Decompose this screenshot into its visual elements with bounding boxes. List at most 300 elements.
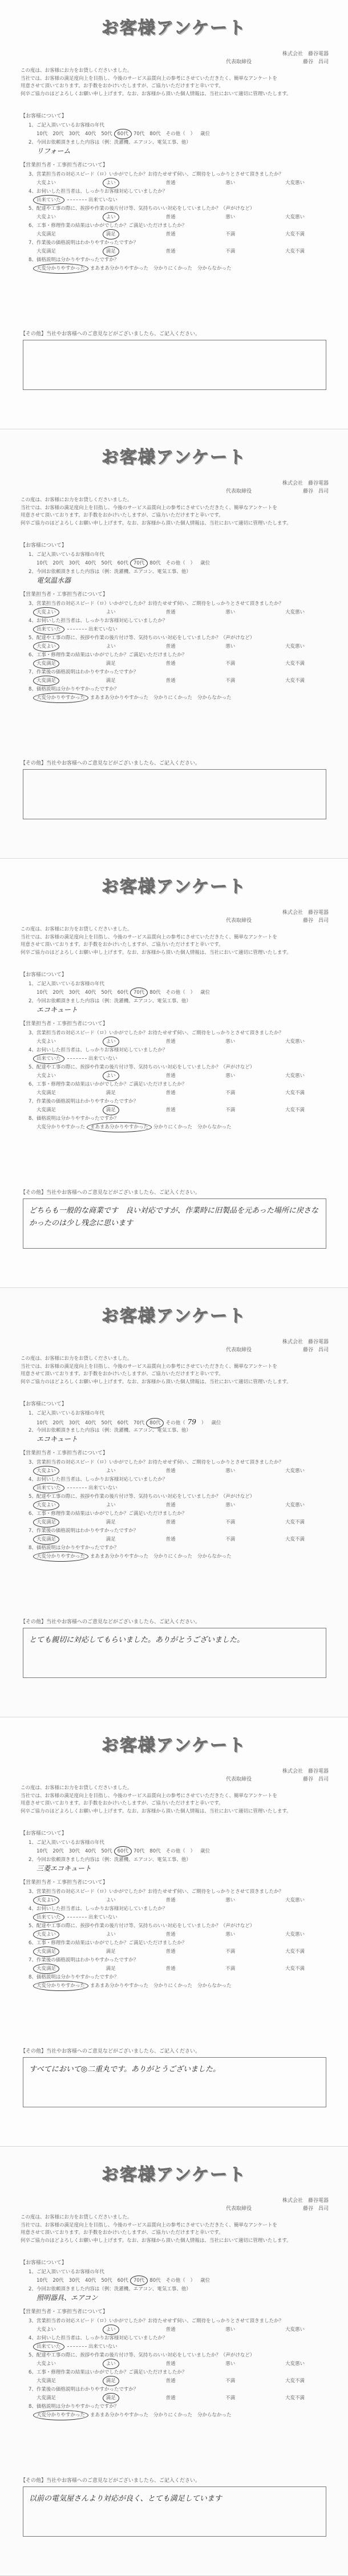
q6-option[interactable]: 大変不満 bbox=[285, 231, 305, 237]
customer-section bbox=[21, 1400, 329, 1444]
q8-option[interactable]: 分かりにくかった bbox=[153, 1124, 193, 1130]
age-option[interactable]: ） bbox=[190, 131, 196, 137]
q3-option[interactable]: 大変よい bbox=[37, 1467, 56, 1476]
q7-option[interactable]: 普通 bbox=[165, 1537, 176, 1542]
age-option[interactable]: 70代 bbox=[133, 131, 145, 137]
age-option[interactable]: ） bbox=[190, 560, 196, 566]
age-option[interactable]: 10代 bbox=[37, 990, 48, 996]
greeting-line: 何卒ご協力のほどよろしくお願い申し上げます。なお、お客様から頂いた個人情報は、当社において適切に管理いたします。 bbox=[21, 91, 292, 97]
q6-option[interactable]: 不満 bbox=[225, 661, 236, 667]
q5-option[interactable]: 大変よい bbox=[37, 1931, 56, 1939]
q3-option[interactable]: 普通 bbox=[165, 1039, 176, 1045]
q3-option[interactable]: 大変よい bbox=[37, 608, 56, 617]
comment-box[interactable] bbox=[23, 1628, 326, 1678]
q5-option[interactable]: 大変悪い bbox=[285, 2361, 305, 2367]
q3-option[interactable]: 大変悪い bbox=[285, 1898, 305, 1903]
comment-heading: 【その他】当社やお客様へのご意見などがございましたら、ご記入ください。 bbox=[21, 761, 201, 766]
q5-scale bbox=[21, 643, 305, 651]
q4-options bbox=[21, 1913, 329, 1922]
q3-option[interactable]: 大変よい bbox=[37, 1896, 56, 1905]
q5-option[interactable]: 大変悪い bbox=[285, 644, 305, 649]
q5-option[interactable]: 悪い bbox=[225, 644, 236, 649]
q8-option[interactable]: まあまあ分かりやすかった bbox=[90, 266, 149, 271]
comment-text: すべてにおいて◎二重丸です。ありがとうございました。 bbox=[29, 2065, 221, 2074]
section-heading: 【お客様について】 bbox=[21, 113, 67, 119]
section-heading: 【営業担当者・工事担当者について】 bbox=[21, 1450, 108, 1456]
question-4: 4、お伺いした担当者は、しっかりお客様対応していましたか？ bbox=[29, 189, 168, 194]
q6-option[interactable]: 普通 bbox=[165, 661, 176, 667]
age-option[interactable]: その他（ bbox=[165, 2278, 185, 2284]
answer-circle bbox=[33, 2410, 88, 2420]
q2-answer[interactable]: 電気温水器 bbox=[37, 576, 71, 584]
q8-option[interactable]: 分かりにくかった bbox=[153, 2412, 193, 2418]
q3-option[interactable]: 大変悪い bbox=[285, 1468, 305, 1474]
q8-option[interactable]: 分かりにくかった bbox=[153, 695, 193, 701]
q6-option[interactable]: 大変満足 bbox=[37, 1518, 56, 1527]
q4-option[interactable]: 出来ていた bbox=[37, 625, 61, 634]
q7-option[interactable]: 大変不満 bbox=[285, 249, 305, 254]
q5-option[interactable]: 悪い bbox=[225, 2361, 236, 2367]
representative-label: 代表取締役 bbox=[226, 59, 252, 65]
representative-name: 藤谷 昌司 bbox=[302, 59, 329, 65]
q5-option[interactable]: 大変よい bbox=[37, 643, 56, 651]
age-option[interactable]: 70代 bbox=[133, 1420, 145, 1426]
q3-option[interactable]: よい bbox=[106, 2326, 116, 2334]
survey-title: お客様アンケート bbox=[101, 877, 247, 897]
q3-option[interactable]: 大変よい bbox=[37, 1039, 56, 1045]
q5-option[interactable]: 大変よい bbox=[37, 1073, 56, 1079]
answer-circle bbox=[33, 1981, 88, 1991]
q3-option[interactable]: 大変よい bbox=[37, 2327, 56, 2333]
q2-answer-line bbox=[21, 576, 329, 585]
age-option[interactable]: 50代 bbox=[101, 131, 112, 137]
comment-text: とても親切に対応してもらいました。ありがとうございました。 bbox=[29, 1636, 245, 1644]
age-option[interactable]: 50代 bbox=[101, 1848, 112, 1854]
q5-option[interactable]: 大変悪い bbox=[285, 1932, 305, 1937]
q6-option[interactable]: 大変不満 bbox=[285, 1949, 305, 1955]
company-name: 株式会社 藤谷電器 bbox=[282, 481, 329, 486]
q6-option[interactable]: 満足 bbox=[106, 230, 116, 239]
service-section bbox=[21, 1019, 329, 1132]
question-8: 8、価格説明は分かりやすかったですか？ bbox=[29, 1545, 119, 1551]
q8-option[interactable]: 分からなかった bbox=[197, 2412, 232, 2418]
q4-option[interactable]: 出来ていた bbox=[37, 1913, 61, 1922]
q5-option[interactable]: よい bbox=[106, 1072, 116, 1080]
q4-option[interactable]: 出来ていない bbox=[88, 627, 118, 632]
age-option[interactable]: 70代 bbox=[133, 989, 144, 997]
q5-option[interactable]: 大変よい bbox=[37, 1501, 56, 1510]
q7-option[interactable]: 不満 bbox=[225, 678, 236, 684]
q7-option[interactable]: 大変満足 bbox=[37, 1965, 56, 1973]
q7-option[interactable]: 大変不満 bbox=[285, 2395, 305, 2401]
age-option[interactable]: ） bbox=[190, 1848, 196, 1854]
q8-option[interactable]: 分からなかった bbox=[197, 1124, 232, 1130]
q6-option[interactable]: 大変満足 bbox=[37, 660, 56, 668]
question-1: 1、ご記入頂いているお客様の年代 bbox=[29, 1411, 104, 1416]
answer-circle bbox=[33, 1964, 59, 1974]
q7-option[interactable]: 大変不満 bbox=[285, 1966, 305, 1972]
q3-option[interactable]: 大変悪い bbox=[285, 180, 305, 186]
q7-option[interactable]: 大変満足 bbox=[37, 677, 56, 685]
q4-option[interactable]: 出来ていた bbox=[37, 1484, 61, 1493]
q2-answer[interactable]: リフォーム bbox=[37, 147, 71, 155]
q5-option[interactable]: よい bbox=[106, 213, 116, 222]
q3-option[interactable]: よい bbox=[106, 610, 116, 615]
age-option[interactable]: 20代 bbox=[52, 1420, 64, 1426]
q5-option[interactable]: 普通 bbox=[165, 1073, 176, 1079]
q8-option[interactable]: まあまあ分かりやすかった bbox=[90, 1123, 148, 1132]
q8-option[interactable]: まあまあ分かりやすかった bbox=[90, 1554, 149, 1559]
q6-option[interactable]: 大変不満 bbox=[285, 1519, 305, 1525]
q8-option[interactable]: まあまあ分かりやすかった bbox=[90, 695, 149, 701]
q3-option[interactable]: 大変よい bbox=[37, 180, 56, 186]
question-4: 4、お伺いした担当者は、しっかりお客様対応していましたか？ bbox=[29, 1906, 168, 1912]
age-option[interactable]: 50代 bbox=[101, 2278, 112, 2284]
age-option[interactable]: 20代 bbox=[52, 990, 64, 996]
q3-option[interactable]: 普通 bbox=[165, 1898, 176, 1903]
question-7: 7、作業後の価格説明はわかりやすかったですか？ bbox=[29, 669, 139, 675]
comment-box[interactable] bbox=[23, 2057, 326, 2107]
q4-option[interactable]: 出来ていた bbox=[37, 1055, 61, 1063]
age-option[interactable]: 30代 bbox=[68, 990, 80, 996]
q7-option[interactable]: 満足 bbox=[106, 1537, 116, 1542]
greeting-line: この度は、お客様にお力をお貸しくださいました。 bbox=[21, 1785, 132, 1791]
age-option[interactable]: 30代 bbox=[68, 1420, 80, 1426]
q3-option[interactable]: 普通 bbox=[165, 610, 176, 615]
comment-heading: 【その他】当社やお客様へのご意見などがございましたら、ご記入ください。 bbox=[21, 2478, 201, 2484]
q8-option[interactable]: 分かりにくかった bbox=[153, 266, 193, 271]
customer-section bbox=[21, 1829, 329, 1873]
age-option[interactable]: 40代 bbox=[84, 131, 96, 137]
question-5: 5、配達や工事の際に、挨拶や作業の後片付け等、気持ちのいい対応をしていましたか？（声がけなど） bbox=[29, 1494, 255, 1500]
q4-option[interactable]: 出来ていない bbox=[88, 1485, 118, 1491]
q7-option[interactable]: 普通 bbox=[165, 249, 176, 254]
question-7: 7、作業後の価格説明はわかりやすかったですか？ bbox=[29, 2387, 139, 2392]
q3-option[interactable]: よい bbox=[106, 179, 116, 188]
q6-option[interactable]: 満足 bbox=[106, 1090, 116, 1096]
q6-option[interactable]: 満足 bbox=[106, 1949, 116, 1955]
q7-option[interactable]: 満足 bbox=[106, 678, 116, 684]
comment-box[interactable] bbox=[23, 340, 326, 390]
q4-options bbox=[21, 2343, 329, 2351]
age-option[interactable]: 歳位 bbox=[200, 990, 211, 996]
age-option[interactable]: その他（ 79 bbox=[165, 1418, 196, 1426]
answer-circle bbox=[33, 195, 64, 205]
q7-option[interactable]: 満足 bbox=[106, 1106, 116, 1115]
greeting-line: 用意させて頂いております。お手数をおかけいたしますが、ご協力いただけますと幸いです。 bbox=[21, 942, 224, 948]
representative-name: 藤谷 昌司 bbox=[302, 1777, 329, 1782]
section-heading: 【お客様について】 bbox=[21, 1831, 67, 1836]
q7-option[interactable]: 不満 bbox=[225, 2395, 236, 2401]
q6-option[interactable]: 大変不満 bbox=[285, 661, 305, 667]
q5-option[interactable]: 大変よい bbox=[37, 2361, 56, 2367]
q6-option[interactable]: 不満 bbox=[225, 1949, 236, 1955]
q3-option[interactable]: 悪い bbox=[225, 610, 236, 615]
comment-heading: 【その他】当社やお客様へのご意見などがございましたら、ご記入ください。 bbox=[21, 1619, 201, 1625]
age-option[interactable]: 60代 bbox=[117, 2278, 128, 2284]
question-6: 6、工事・修理作業の結果はいかがでしたか？ご満足いただけましたか？ bbox=[29, 1511, 187, 1517]
q8-option[interactable]: 分からなかった bbox=[197, 1983, 232, 1989]
age-option[interactable]: 30代 bbox=[68, 1848, 80, 1854]
age-option[interactable]: 70代 bbox=[133, 1848, 145, 1854]
q6-option[interactable]: 普通 bbox=[165, 1519, 176, 1525]
q5-option[interactable]: よい bbox=[106, 1932, 116, 1937]
age-option[interactable]: 20代 bbox=[52, 2278, 64, 2284]
age-option[interactable]: 80代 bbox=[149, 131, 161, 137]
q3-option[interactable]: 普通 bbox=[165, 2327, 176, 2333]
q6-option[interactable]: 不満 bbox=[225, 1090, 236, 1096]
q7-option[interactable]: 不満 bbox=[225, 249, 236, 254]
q3-option[interactable]: 悪い bbox=[225, 1898, 236, 1903]
q5-option[interactable]: よい bbox=[106, 644, 116, 649]
age-option[interactable]: 10代 bbox=[37, 2278, 48, 2284]
customer-section bbox=[21, 112, 329, 156]
q5-option[interactable]: 大変悪い bbox=[285, 214, 305, 220]
age-option[interactable]: 80代 bbox=[149, 990, 161, 996]
representative-label: 代表取締役 bbox=[226, 1347, 252, 1353]
q3-option[interactable]: よい bbox=[106, 1468, 116, 1474]
q3-option[interactable]: 大変悪い bbox=[285, 610, 305, 615]
q4-option[interactable]: 出来ていない bbox=[88, 1056, 118, 1062]
age-options bbox=[21, 1847, 329, 1856]
age-option[interactable]: 40代 bbox=[84, 990, 96, 996]
q8-option[interactable]: 分からなかった bbox=[197, 266, 232, 271]
q6-option[interactable]: 不満 bbox=[225, 2378, 236, 2384]
age-option[interactable]: その他（ bbox=[165, 990, 185, 996]
q7-option[interactable]: 普通 bbox=[165, 1107, 176, 1113]
q3-option[interactable]: 悪い bbox=[225, 2327, 236, 2333]
q7-scale bbox=[21, 1535, 305, 1544]
age-option[interactable]: その他（ bbox=[165, 1848, 185, 1854]
q6-option[interactable]: 大変満足 bbox=[37, 1948, 56, 1956]
age-option[interactable]: その他（ bbox=[165, 131, 185, 137]
q5-option[interactable]: 普通 bbox=[165, 1502, 176, 1508]
age-option[interactable]: ） bbox=[201, 1420, 207, 1426]
q8-option[interactable]: 大変分かりやすかった bbox=[37, 694, 85, 702]
q7-option[interactable]: 不満 bbox=[225, 1537, 236, 1542]
q6-option[interactable]: 大変不満 bbox=[285, 1090, 305, 1096]
question-6: 6、工事・修理作業の結果はいかがでしたか？ご満足いただけましたか？ bbox=[29, 223, 187, 229]
q4-option[interactable]: 出来ていない bbox=[88, 1915, 118, 1920]
q3-option[interactable]: よい bbox=[106, 1898, 116, 1903]
q5-option[interactable]: 悪い bbox=[225, 1073, 236, 1079]
age-option[interactable]: 歳位 bbox=[200, 560, 211, 566]
age-option[interactable]: 60代 bbox=[117, 560, 128, 566]
q7-option[interactable]: 普通 bbox=[165, 678, 176, 684]
age-option[interactable]: 80代 bbox=[149, 2278, 161, 2284]
age-option[interactable]: 歳位 bbox=[200, 2278, 211, 2284]
q3-option[interactable]: 悪い bbox=[225, 1468, 236, 1474]
q4-option[interactable]: 出来ていない bbox=[88, 2344, 118, 2350]
q7-option[interactable]: 満足 bbox=[106, 247, 116, 256]
q6-option[interactable]: 普通 bbox=[165, 231, 176, 237]
age-option[interactable]: ） bbox=[190, 990, 196, 996]
q6-option[interactable]: 普通 bbox=[165, 1949, 176, 1955]
q4-option[interactable]: 出来ていた bbox=[37, 196, 61, 205]
q5-option[interactable]: 悪い bbox=[225, 214, 236, 220]
q6-option[interactable]: 満足 bbox=[106, 2377, 116, 2386]
q8-option[interactable]: 分かりにくかった bbox=[153, 1554, 193, 1559]
q7-option[interactable]: 不満 bbox=[225, 1107, 236, 1113]
q4-option[interactable]: 出来ていない bbox=[88, 197, 118, 203]
age-option[interactable]: 歳位 bbox=[211, 1420, 221, 1426]
q6-option[interactable]: 大変満足 bbox=[37, 231, 56, 237]
q5-option[interactable]: 普通 bbox=[165, 1932, 176, 1937]
q3-option[interactable]: 普通 bbox=[165, 180, 176, 186]
q2-answer[interactable]: エコキュート bbox=[37, 1006, 78, 1014]
q8-option[interactable]: 分からなかった bbox=[197, 695, 232, 701]
q3-option[interactable]: 大変悪い bbox=[285, 2327, 305, 2333]
age-option[interactable]: 50代 bbox=[101, 560, 112, 566]
age-option[interactable]: 60代 bbox=[118, 130, 128, 139]
age-option[interactable]: 40代 bbox=[84, 2278, 96, 2284]
q6-option[interactable]: 不満 bbox=[225, 1519, 236, 1525]
answer-circle bbox=[33, 1534, 59, 1545]
q8-option[interactable]: 大変分かりやすかった bbox=[37, 1124, 86, 1130]
q5-option[interactable]: 普通 bbox=[165, 2361, 176, 2367]
q7-option[interactable]: 大変不満 bbox=[285, 1107, 305, 1113]
q5-option[interactable]: 普通 bbox=[165, 214, 176, 220]
age-option[interactable]: 50代 bbox=[101, 1420, 112, 1426]
survey-title: お客様アンケート bbox=[101, 1306, 247, 1326]
q7-option[interactable]: 大変不満 bbox=[285, 678, 305, 684]
age-option[interactable]: 50代 bbox=[101, 990, 112, 996]
age-option[interactable]: 30代 bbox=[68, 560, 80, 566]
age-option[interactable]: 20代 bbox=[52, 560, 64, 566]
age-option[interactable]: 60代 bbox=[118, 1847, 128, 1856]
q7-option[interactable]: 普通 bbox=[165, 1966, 176, 1972]
q6-option[interactable]: 大変満足 bbox=[37, 2378, 56, 2384]
q7-option[interactable]: 満足 bbox=[106, 2394, 116, 2403]
q2-answer[interactable]: 三菱エコキュート bbox=[37, 1864, 92, 1872]
q4-option[interactable]: 出来ていた bbox=[37, 2343, 61, 2351]
age-option[interactable]: 80代 bbox=[149, 560, 161, 566]
answer-circle bbox=[33, 1947, 59, 1957]
comment-box[interactable] bbox=[23, 2486, 326, 2537]
age-option[interactable]: 60代 bbox=[117, 990, 128, 996]
age-option[interactable]: ） bbox=[190, 2278, 196, 2284]
q8-option[interactable]: 分からなかった bbox=[197, 1554, 232, 1559]
comment-heading: 【その他】当社やお客様へのご意見などがございましたら、ご記入ください。 bbox=[21, 1190, 201, 1196]
service-section bbox=[21, 161, 329, 273]
q7-option[interactable]: 大変満足 bbox=[37, 1535, 56, 1544]
q8-option[interactable]: 大変分かりやすかった bbox=[37, 265, 85, 273]
question-1: 1、ご記入頂いているお客様の年代 bbox=[29, 981, 104, 987]
q8-option[interactable]: まあまあ分かりやすかった bbox=[90, 1983, 149, 1989]
q8-option[interactable]: 大変分かりやすかった bbox=[37, 1553, 85, 1561]
age-option[interactable]: 70代 bbox=[133, 2277, 144, 2285]
age-option[interactable]: 20代 bbox=[52, 1848, 64, 1854]
question-8: 8、価格説明は分かりやすかったですか？ bbox=[29, 257, 119, 263]
age-option[interactable]: 80代 bbox=[149, 1419, 160, 1428]
q7-option[interactable]: 満足 bbox=[106, 1966, 116, 1972]
age-option[interactable]: 80代 bbox=[149, 1848, 161, 1854]
q7-option[interactable]: 大変満足 bbox=[37, 2395, 56, 2401]
q5-option[interactable]: 悪い bbox=[225, 1502, 236, 1508]
q7-option[interactable]: 大変不満 bbox=[285, 1537, 305, 1542]
age-option[interactable]: 40代 bbox=[84, 560, 96, 566]
answer-circle bbox=[103, 2325, 119, 2335]
q6-option[interactable]: 満足 bbox=[106, 661, 116, 667]
age-option[interactable]: 10代 bbox=[37, 560, 48, 566]
q5-option[interactable]: よい bbox=[106, 2360, 116, 2368]
age-option[interactable]: 30代 bbox=[68, 131, 80, 137]
section-heading: 【営業担当者・工事担当者について】 bbox=[21, 592, 108, 598]
q8-option[interactable]: 大変分かりやすかった bbox=[37, 2411, 85, 2420]
answer-circle bbox=[103, 1071, 119, 1081]
comment-box[interactable] bbox=[23, 769, 326, 819]
q5-option[interactable]: 大変悪い bbox=[285, 1502, 305, 1508]
age-option[interactable]: その他（ bbox=[165, 560, 185, 566]
q3-option[interactable]: 大変悪い bbox=[285, 1039, 305, 1045]
q3-option[interactable]: 悪い bbox=[225, 180, 236, 186]
q5-option[interactable]: 普通 bbox=[165, 644, 176, 649]
q5-option[interactable]: 悪い bbox=[225, 1932, 236, 1937]
representative-name: 藤谷 昌司 bbox=[302, 918, 329, 924]
q6-scale bbox=[21, 1948, 305, 1956]
q8-option[interactable]: 大変分かりやすかった bbox=[37, 1982, 85, 1990]
q6-option[interactable]: 不満 bbox=[225, 231, 236, 237]
q3-option[interactable]: 悪い bbox=[225, 1039, 236, 1045]
q6-option[interactable]: 大変不満 bbox=[285, 2378, 305, 2384]
q3-scale bbox=[21, 179, 305, 188]
q6-option[interactable]: 普通 bbox=[165, 1090, 176, 1096]
age-option[interactable]: 10代 bbox=[37, 1848, 48, 1854]
age-options bbox=[21, 2277, 329, 2285]
q8-option[interactable]: 分かりにくかった bbox=[153, 1983, 193, 1989]
age-option[interactable]: 歳位 bbox=[200, 1848, 211, 1854]
age-option[interactable]: 40代 bbox=[84, 1848, 96, 1854]
q7-scale bbox=[21, 677, 305, 685]
age-option[interactable]: 10代 bbox=[37, 131, 48, 137]
survey-title: お客様アンケート bbox=[101, 2165, 247, 2185]
q5-option[interactable]: 大変悪い bbox=[285, 1073, 305, 1079]
q8-options bbox=[21, 1553, 329, 1561]
q7-option[interactable]: 不満 bbox=[225, 1966, 236, 1972]
q6-option[interactable]: 大変満足 bbox=[37, 1090, 56, 1096]
question-4: 4、お伺いした担当者は、しっかりお客様対応していましたか？ bbox=[29, 1477, 168, 1482]
age-option[interactable]: 60代 bbox=[117, 1420, 128, 1426]
age-option[interactable]: 70代 bbox=[133, 559, 144, 568]
greeting-line: 用意させて頂いております。お手数をおかけいたしますが、ご協力いただけますと幸いです。 bbox=[21, 1371, 224, 1377]
answer-circle bbox=[33, 1483, 64, 1493]
q7-option[interactable]: 普通 bbox=[165, 2395, 176, 2401]
q3-option[interactable]: 普通 bbox=[165, 1468, 176, 1474]
q6-option[interactable]: 普通 bbox=[165, 2378, 176, 2384]
greeting-text bbox=[21, 2214, 329, 2245]
q5-option[interactable]: 大変よい bbox=[37, 214, 56, 220]
answer-circle bbox=[103, 2376, 119, 2386]
comment-box[interactable] bbox=[23, 1198, 326, 1249]
q3-option[interactable]: よい bbox=[106, 1038, 116, 1046]
q2-answer[interactable]: 照明器具、エアコン bbox=[37, 2294, 98, 2302]
question-3: 3、営業担当者の対応スピード（ロ）いかがでしたか？お待たせせず伺い、ご期待をしっかりとさせて頂きましたか？ bbox=[29, 1889, 284, 1895]
age-option[interactable]: 20代 bbox=[52, 131, 64, 137]
age-option[interactable]: 30代 bbox=[68, 2278, 80, 2284]
q5-option[interactable]: よい bbox=[106, 1502, 116, 1508]
age-option[interactable]: 40代 bbox=[84, 1420, 96, 1426]
q2-answer[interactable]: エコキュート bbox=[37, 1435, 78, 1443]
q5-scale bbox=[21, 1072, 305, 1080]
age-option[interactable]: 歳位 bbox=[200, 131, 211, 137]
section-heading: 【営業担当者・工事担当者について】 bbox=[21, 1021, 108, 1027]
q7-option[interactable]: 大変満足 bbox=[37, 1107, 56, 1113]
age-option[interactable]: 10代 bbox=[37, 1420, 48, 1426]
q6-option[interactable]: 満足 bbox=[106, 1519, 116, 1525]
q8-option[interactable]: まあまあ分かりやすかった bbox=[90, 2412, 149, 2418]
age-other-answer[interactable]: 79 bbox=[187, 1418, 196, 1426]
q7-option[interactable]: 大変満足 bbox=[37, 249, 56, 254]
